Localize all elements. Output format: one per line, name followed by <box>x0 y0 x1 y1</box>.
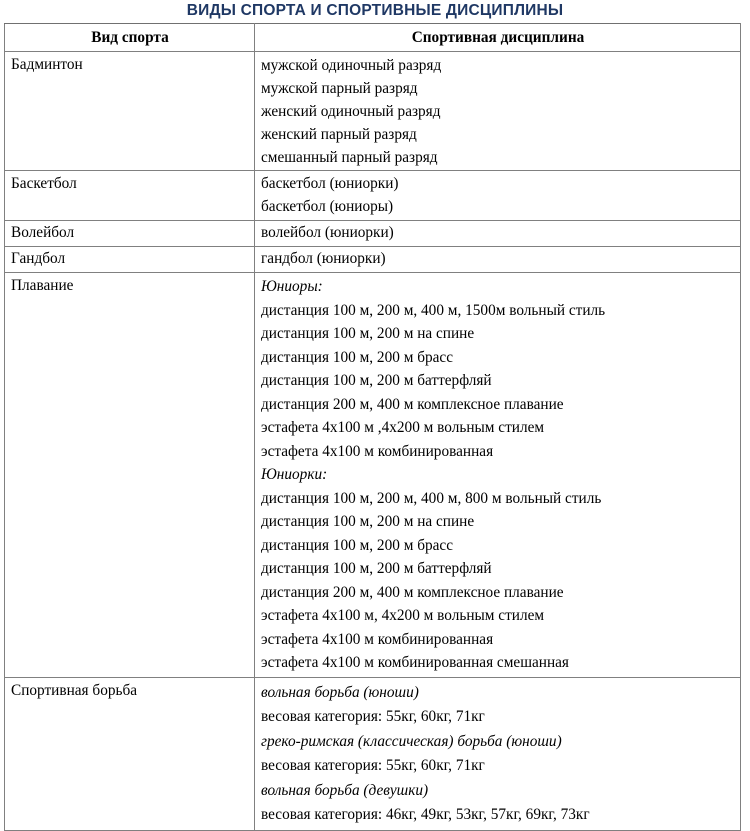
table-header <box>5 24 741 52</box>
column-header-discipline: Спортивная дисциплина <box>255 24 741 52</box>
sport-name-cell: Плавание <box>5 273 255 678</box>
discipline-line: женский парный разряд <box>261 126 417 143</box>
discipline-line: дистанция 100 м, 200 м брасс <box>261 536 454 554</box>
discipline-line: дистанция 100 м, 200 м баттерфляй <box>261 560 492 577</box>
discipline-line: женский одиночный разряд <box>261 103 441 120</box>
discipline-line: баскетбол (юниоры) <box>261 198 394 215</box>
discipline-line: дистанция 200 м, 400 м комплексное плавание <box>261 395 564 413</box>
column-header-sport: Вид спорта <box>5 24 255 52</box>
sport-name-cell: Гандбол <box>5 247 255 273</box>
discipline-cell <box>255 677 741 830</box>
sport-name-cell: Волейбол <box>5 221 255 247</box>
discipline-line: дистанция 100 м, 200 м брасс <box>261 348 454 366</box>
discipline-line: смешанный парный разряд <box>261 149 438 166</box>
discipline-line: мужской парный разряд <box>261 80 418 97</box>
sport-name-cell: Спортивная борьба <box>5 677 255 830</box>
sport-name-cell: Бадминтон <box>5 52 255 171</box>
table-body <box>5 52 741 831</box>
discipline-line: Юниорки: <box>261 466 328 483</box>
discipline-line: эстафета 4х100 м комбинированная <box>261 442 494 460</box>
discipline-line: мужской одиночный разряд <box>261 57 442 74</box>
discipline-line: вольная борьба (девушки) <box>261 781 429 799</box>
discipline-line: весовая категория: 46кг, 49кг, 53кг, 57кг, 69кг, 73кг <box>261 806 590 823</box>
discipline-cell <box>255 52 741 171</box>
sport-name-cell: Баскетбол <box>5 171 255 221</box>
discipline-line: эстафета 4х100 м комбинированная смешанная <box>261 654 569 671</box>
table-row <box>5 221 741 247</box>
table-container <box>0 23 750 823</box>
discipline-line: греко-римская (классическая) борьба (юноши) <box>261 732 562 750</box>
discipline-line: дистанция 100 м, 200 м на спине <box>261 325 475 342</box>
discipline-line: волейбол (юниорки) <box>261 224 394 241</box>
table-row <box>5 273 741 678</box>
discipline-line: дистанция 100 м, 200 м, 400 м, 800 м вольный стиль <box>261 489 602 507</box>
discipline-line: дистанция 100 м, 200 м баттерфляй <box>261 372 492 389</box>
table-row <box>5 677 741 830</box>
discipline-line: эстафета 4х100 м ,4х200 м вольным стилем <box>261 419 545 436</box>
discipline-cell <box>255 273 741 678</box>
discipline-cell <box>255 221 741 247</box>
table-header-row <box>5 24 741 52</box>
discipline-cell <box>255 171 741 221</box>
discipline-line: эстафета 4х100 м комбинированная <box>261 630 494 648</box>
table-row <box>5 247 741 273</box>
table-row <box>5 171 741 221</box>
discipline-line: дистанция 100 м, 200 м на спине <box>261 513 475 530</box>
discipline-line: баскетбол (юниорки) <box>261 175 399 192</box>
discipline-cell <box>255 247 741 273</box>
discipline-line: весовая категория: 55кг, 60кг, 71кг <box>261 708 485 725</box>
table-row <box>5 52 741 171</box>
page-title: ВИДЫ СПОРТА И СПОРТИВНЫЕ ДИСЦИПЛИНЫ <box>186 2 564 19</box>
discipline-line: эстафета 4х100 м, 4х200 м вольным стилем <box>261 607 545 624</box>
discipline-line: дистанция 100 м, 200 м, 400 м, 1500м вольный стиль <box>261 301 606 319</box>
discipline-line: вольная борьба (юноши) <box>261 683 419 701</box>
discipline-line: весовая категория: 55кг, 60кг, 71кг <box>261 757 485 774</box>
discipline-line: дистанция 200 м, 400 м комплексное плавание <box>261 583 564 601</box>
discipline-line: Юниоры: <box>261 278 323 295</box>
discipline-line: гандбол (юниорки) <box>261 250 386 267</box>
sports-disciplines-table <box>4 23 741 831</box>
